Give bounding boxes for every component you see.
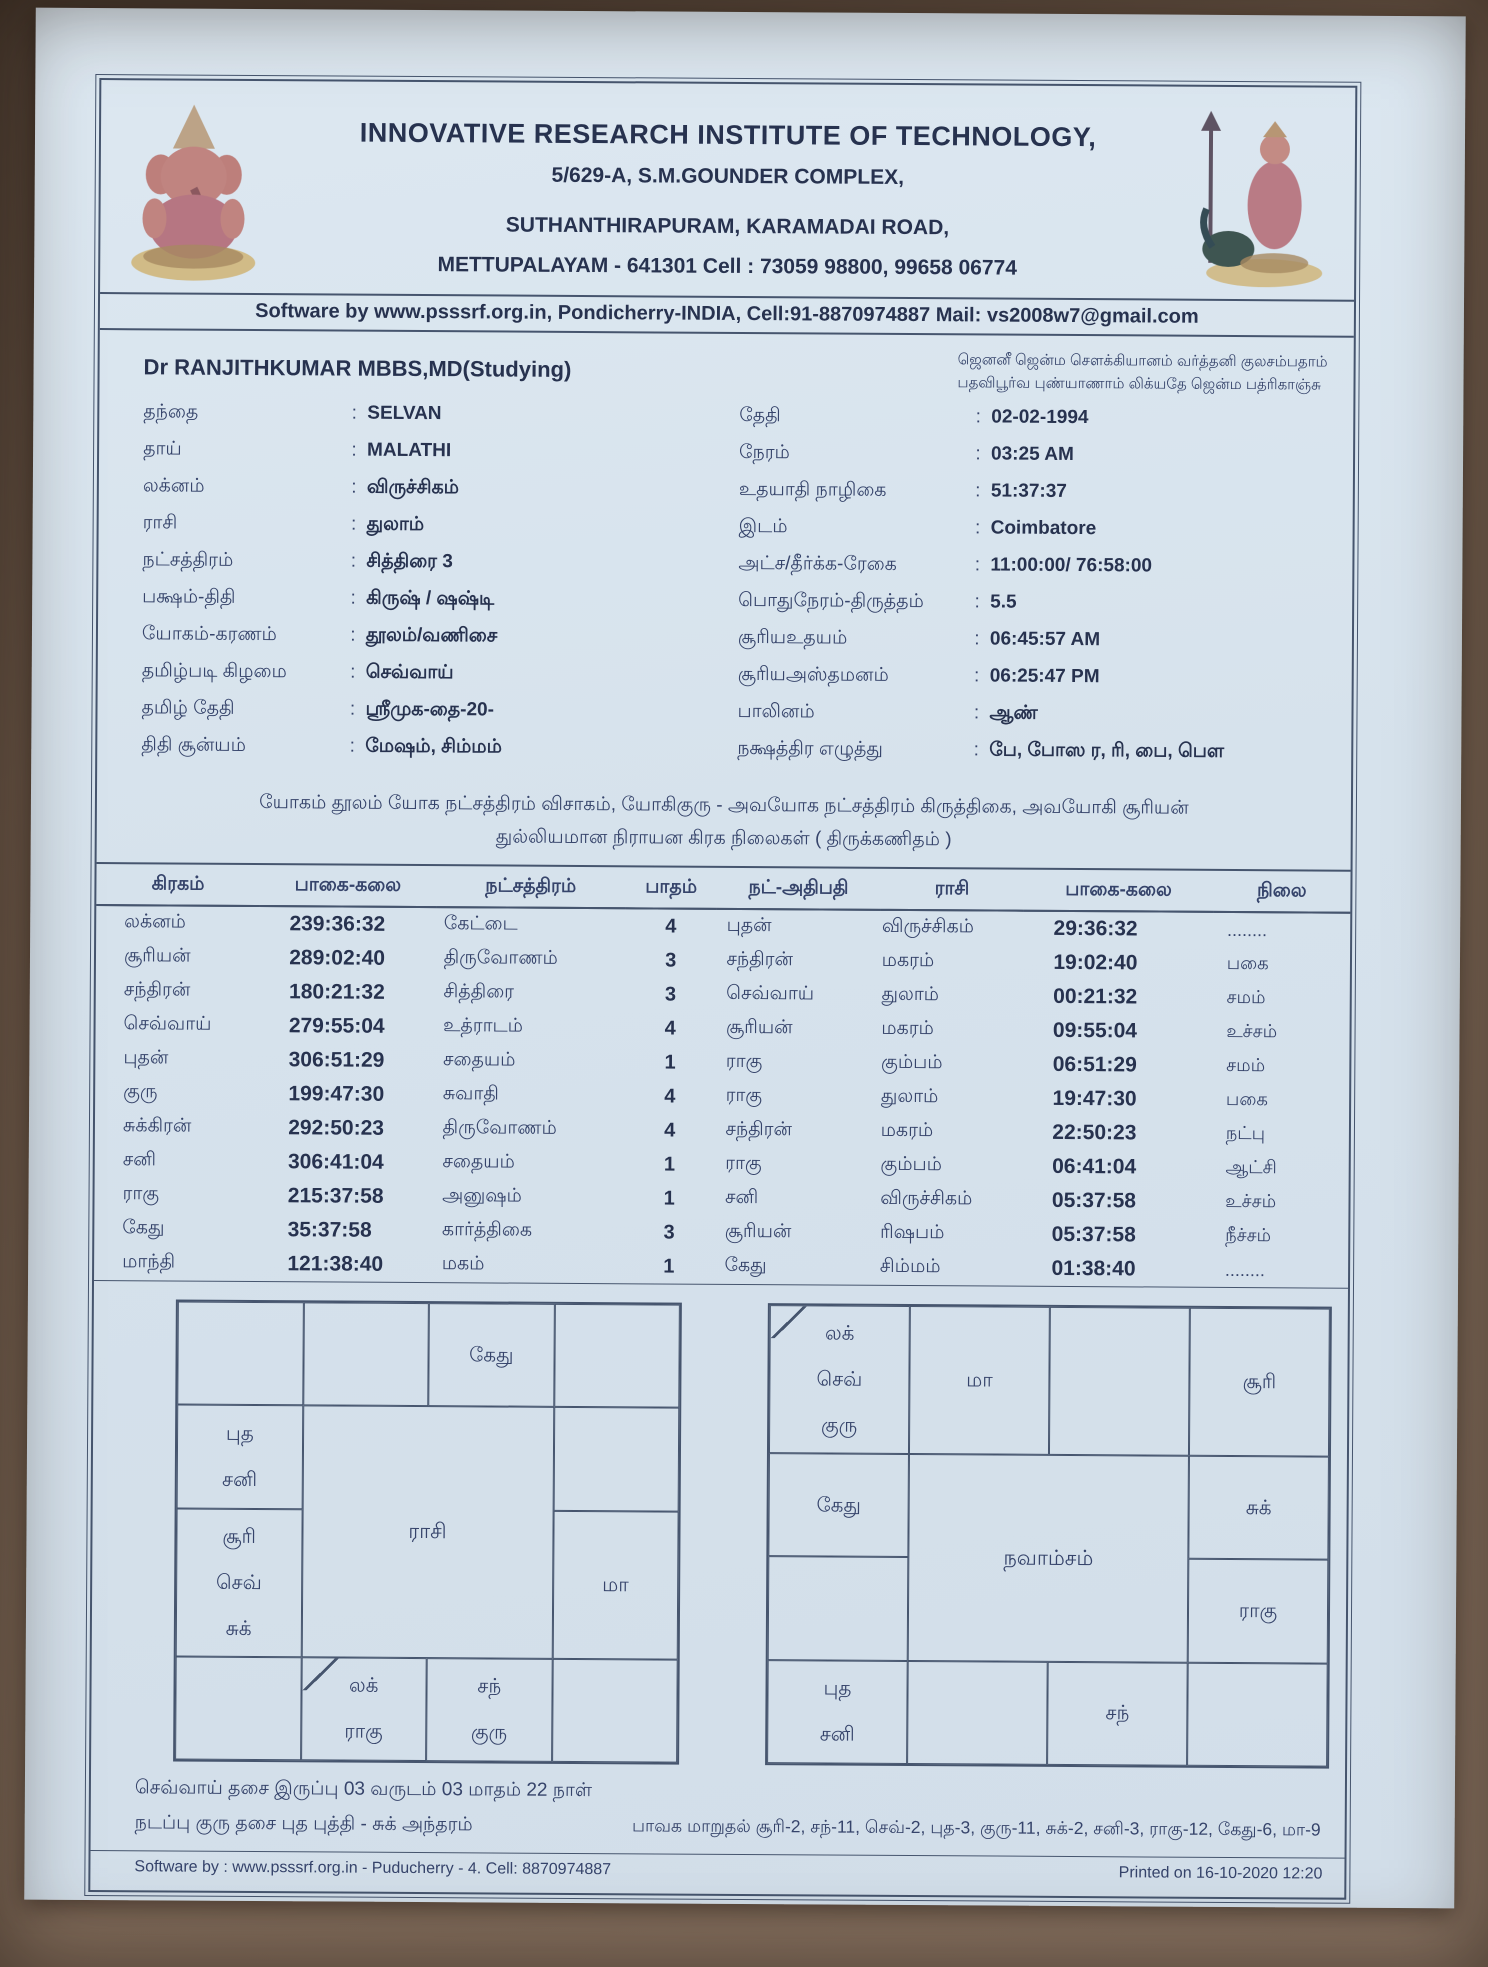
detail-colon: : bbox=[351, 439, 357, 461]
rasi-chart bbox=[173, 1300, 682, 1765]
document-header bbox=[100, 80, 1355, 300]
column-header: நிலை bbox=[1213, 871, 1350, 913]
detail-row bbox=[143, 475, 739, 503]
navamsam-cell-r1c3 bbox=[1049, 1307, 1190, 1456]
planet-cell: 4 bbox=[664, 1017, 676, 1040]
detail-value: 02-02-1994 bbox=[991, 406, 1089, 429]
planet-cell: செவ்வாய் bbox=[726, 982, 815, 1005]
planet-cell: சூரியன் bbox=[123, 945, 191, 967]
rasi-cell-r4c1 bbox=[175, 1656, 301, 1760]
navamsam-cell-r4c4 bbox=[1187, 1662, 1328, 1766]
planet-cell: 292:50:23 bbox=[288, 1116, 385, 1140]
navamsam-cell-r2c1: கேது bbox=[768, 1453, 909, 1557]
bhava-change-line: பாவக மாறுதல் சூரி-2, சந்-11, செவ்-2, புத-3, குரு-11, சுக்-2, சனி-3, ராகு-12, கேது-6, மா-9 bbox=[631, 1815, 1321, 1840]
detail-colon: : bbox=[350, 513, 357, 535]
planet-cell: 289:02:40 bbox=[289, 946, 386, 970]
planet-cell: 239:36:32 bbox=[289, 912, 386, 936]
navamsam-cell-r1c2: மா bbox=[909, 1306, 1050, 1455]
planet-cell: 01:38:40 bbox=[1051, 1256, 1136, 1281]
detail-row bbox=[141, 734, 737, 762]
navamsam-cell-r3c1 bbox=[768, 1556, 909, 1660]
planet-cell: 35:37:58 bbox=[287, 1218, 372, 1242]
planet-cell: 05:37:58 bbox=[1051, 1222, 1136, 1247]
detail-label: லக்னம் bbox=[142, 475, 205, 497]
detail-colon: : bbox=[973, 702, 980, 724]
detail-colon: : bbox=[973, 739, 979, 761]
planet-cell: 22:50:23 bbox=[1052, 1120, 1137, 1145]
planet-cell: ........ bbox=[1226, 919, 1268, 940]
planet-cell: 3 bbox=[665, 949, 677, 972]
detail-value: தூலம்/வணிசை bbox=[365, 624, 498, 647]
detail-label: யோகம்-கரணம் bbox=[141, 623, 277, 646]
planet-cell: 180:21:32 bbox=[288, 980, 385, 1004]
planet-cell: சூரியன் bbox=[725, 1016, 793, 1039]
person-name: Dr RANJITHKUMAR MBBS,MD(Studying) bbox=[143, 354, 572, 382]
detail-colon: : bbox=[975, 480, 981, 502]
planet-cell: பகை bbox=[1225, 1088, 1268, 1109]
planet-cell: திருவோணம் bbox=[443, 947, 558, 969]
document-footer bbox=[90, 1851, 1344, 1894]
planet-cell: சந்திரன் bbox=[725, 1118, 792, 1141]
planet-cell: சனி bbox=[724, 1186, 759, 1209]
navamsam-cell-r1c4: சூரி bbox=[1189, 1308, 1330, 1457]
ganesha-image bbox=[114, 90, 273, 287]
dasa-current-line: நடப்பு குரு தசை புத புத்தி - சுக் அந்தரம் bbox=[134, 1812, 473, 1836]
navamsam-cell-r4c3: சந் bbox=[1047, 1662, 1188, 1766]
planet-cell: 4 bbox=[665, 915, 677, 938]
software-credit-line: Software by www.psssrf.org.in, Pondicherry-INDIA, Cell:91-8870974887 Mail: vs2008w7@gmail.com bbox=[255, 299, 1199, 328]
detail-row bbox=[143, 512, 739, 540]
planet-cell: சதையம் bbox=[442, 1151, 515, 1173]
detail-value: மேஷம், சிம்மம் bbox=[365, 735, 502, 758]
planet-cell: மகரம் bbox=[880, 1119, 934, 1142]
planet-cell: 00:21:32 bbox=[1053, 984, 1138, 1009]
planet-cell: சிம்மம் bbox=[879, 1255, 941, 1278]
detail-value: துலாம் bbox=[366, 513, 425, 536]
detail-row bbox=[142, 660, 738, 688]
detail-row bbox=[738, 553, 1334, 581]
detail-label: தேதி bbox=[739, 404, 781, 427]
detail-label: தாய் bbox=[143, 438, 182, 460]
planet-cell: கும்பம் bbox=[880, 1153, 943, 1176]
rasi-cell-r3c4: மா bbox=[552, 1510, 678, 1659]
planet-cell: ........ bbox=[1224, 1259, 1265, 1280]
planet-cell: சுவாதி bbox=[442, 1083, 499, 1105]
detail-row bbox=[739, 442, 1335, 470]
column-header: பாகை-கலை bbox=[1024, 870, 1214, 912]
detail-label: தந்தை bbox=[143, 401, 199, 423]
dasa-current-row bbox=[135, 1812, 1323, 1843]
detail-value: 06:25:47 PM bbox=[989, 665, 1100, 688]
birth-details-left-column bbox=[141, 401, 739, 775]
planet-cell: மகரம் bbox=[881, 1017, 934, 1040]
detail-label: அட்ச/தீர்க்க-ரேகை bbox=[738, 552, 897, 575]
planet-cell: கார்த்திகை bbox=[441, 1219, 533, 1241]
planet-cell: 09:55:04 bbox=[1052, 1018, 1138, 1043]
planet-cell: 05:37:58 bbox=[1051, 1188, 1137, 1213]
detail-colon: : bbox=[974, 665, 980, 687]
detail-label: தமிழ் தேதி bbox=[141, 697, 235, 719]
detail-row bbox=[142, 586, 738, 614]
planet-cell: 29:36:32 bbox=[1053, 916, 1138, 941]
rasi-cell-r1c2 bbox=[303, 1302, 429, 1406]
institute-address-3: METTUPALAYAM - 641301 Cell : 73059 98800, 99658 06774 bbox=[437, 253, 1017, 280]
planet-cell: ராகு bbox=[725, 1050, 763, 1073]
detail-value: செவ்வாய் bbox=[365, 661, 454, 684]
planet-cell: 19:02:40 bbox=[1053, 950, 1138, 975]
detail-row bbox=[739, 479, 1335, 507]
detail-label: பக்ஷம்-திதி bbox=[142, 586, 236, 608]
planet-cell: 3 bbox=[664, 983, 677, 1006]
detail-label: சூரியஅஸ்தமனம் bbox=[737, 663, 889, 686]
rasi-chart-title: ராசி bbox=[301, 1406, 554, 1659]
detail-row bbox=[141, 697, 737, 725]
rasi-cell-r1c1 bbox=[177, 1302, 303, 1406]
detail-value: MALATHI bbox=[367, 439, 452, 462]
detail-label: உதயாதி நாழிகை bbox=[738, 478, 887, 501]
detail-value: SELVAN bbox=[367, 402, 442, 425]
column-header: பாகை-கலை bbox=[260, 865, 437, 907]
detail-row bbox=[738, 590, 1334, 618]
rasi-cell-r4c3: சந் குரு bbox=[426, 1658, 552, 1762]
planet-cell: நட்பு bbox=[1225, 1122, 1266, 1143]
blessing-line-2: பதவிபூர்வ புண்யாணாம் லிக்யதே ஜென்ம பத்ரிகாஞ்சு bbox=[957, 373, 1322, 394]
detail-row bbox=[737, 701, 1333, 729]
detail-label: நட்சத்திரம் bbox=[142, 549, 234, 571]
detail-label: பொதுநேரம்-திருத்தம் bbox=[738, 589, 924, 613]
planet-cell: உச்சம் bbox=[1226, 1020, 1278, 1041]
detail-value: சித்திரை 3 bbox=[366, 550, 453, 573]
planet-cell: லக்னம் bbox=[124, 911, 186, 933]
planet-cell: சித்திரை bbox=[443, 981, 515, 1003]
yoga-note bbox=[97, 783, 1351, 870]
birth-details bbox=[97, 391, 1353, 791]
detail-colon: : bbox=[351, 402, 358, 424]
rasi-cell-r4c4 bbox=[552, 1658, 678, 1762]
blessing-line-1: ஜெனனீ ஜென்ம செளக்கியானம் வர்த்தனி குலசம்பதாம் bbox=[957, 351, 1328, 371]
document-frame bbox=[88, 78, 1357, 1900]
detail-label: திதி சூன்யம் bbox=[141, 734, 246, 756]
detail-row bbox=[142, 623, 738, 651]
planet-cell: புதன் bbox=[726, 914, 772, 937]
navamsam-cell-r2c4: சுக் bbox=[1188, 1456, 1329, 1560]
detail-colon: : bbox=[350, 624, 356, 646]
planet-cell: விருச்சிகம் bbox=[880, 1187, 973, 1210]
planet-cell: கேது bbox=[724, 1254, 767, 1277]
planet-cell: கேட்டை bbox=[443, 913, 518, 935]
detail-row bbox=[737, 738, 1333, 766]
column-header: கிரகம் bbox=[96, 864, 260, 906]
navamsam-cell-r3c4: ராகு bbox=[1188, 1559, 1329, 1663]
blessing-verse bbox=[957, 349, 1327, 396]
detail-row bbox=[739, 405, 1335, 433]
planet-cell: சூரியன் bbox=[724, 1220, 792, 1243]
dasa-summary bbox=[91, 1761, 1345, 1848]
detail-value: ஸ்ரீமுக-தை-20- bbox=[365, 698, 495, 721]
detail-colon: : bbox=[974, 517, 981, 539]
planet-cell: சமம் bbox=[1226, 1054, 1266, 1075]
planet-cell: 121:38:40 bbox=[287, 1252, 384, 1276]
planet-cell: 1 bbox=[663, 1187, 675, 1210]
planet-cell: ராகு bbox=[725, 1152, 762, 1175]
navamsam-chart-title: நவாம்சம் bbox=[908, 1454, 1189, 1662]
planet-cell: கேது bbox=[122, 1217, 165, 1239]
dasa-balance-line: செவ்வாய் தசை இருப்பு 03 வருடம் 03 மாதம் 22 நாள் bbox=[134, 1777, 593, 1802]
planet-cell: 199:47:30 bbox=[288, 1082, 385, 1106]
column-header: பாதம் bbox=[625, 867, 717, 909]
planet-cell: துலாம் bbox=[880, 1085, 939, 1108]
chart-squares bbox=[91, 1281, 1348, 1769]
yoga-note-line-2: துல்லியமான நிராயன கிரக நிலைகள் ( திருக்கணிதம் ) bbox=[495, 826, 952, 851]
institute-address-2: SUTHANTHIRAPURAM, KARAMADAI ROAD, bbox=[505, 213, 950, 240]
detail-colon: : bbox=[975, 406, 982, 428]
planet-cell: 1 bbox=[664, 1051, 676, 1074]
rasi-cell-r2c1: புத சனி bbox=[177, 1405, 303, 1509]
planet-cell: சமம் bbox=[1226, 986, 1266, 1007]
yoga-note-line-1: யோகம் தூலம் யோக நட்சத்திரம் விசாகம், யோகிகுரு - அவயோக நட்சத்திரம் கிருத்திகை, அவயோகி சூரியன் bbox=[259, 792, 1189, 819]
detail-row bbox=[739, 516, 1335, 544]
planet-cell: 4 bbox=[664, 1119, 676, 1142]
name-row bbox=[99, 330, 1353, 399]
planet-cell: சுக்கிரன் bbox=[122, 1115, 192, 1137]
planet-cell: ரிஷபம் bbox=[879, 1221, 945, 1244]
planet-cell: சதையம் bbox=[442, 1049, 516, 1071]
planet-cell: மாந்தி bbox=[122, 1251, 176, 1273]
detail-value: 5.5 bbox=[990, 591, 1017, 613]
footer-printed-timestamp: Printed on 16-10-2020 12:20 bbox=[1118, 1864, 1323, 1883]
detail-value: 06:45:57 AM bbox=[989, 628, 1101, 651]
detail-row bbox=[143, 401, 739, 429]
planet-cell: சந்திரன் bbox=[123, 979, 191, 1001]
detail-colon: : bbox=[974, 554, 981, 576]
column-header: நட்சத்திரம் bbox=[436, 866, 626, 908]
planet-cell: துலாம் bbox=[881, 983, 940, 1006]
detail-value: விருச்சிகம் bbox=[366, 476, 460, 499]
detail-value: ஆண் bbox=[989, 702, 1038, 724]
navamsam-cell-r4c2 bbox=[907, 1661, 1048, 1765]
detail-label: ராசி bbox=[142, 512, 178, 534]
institute-block bbox=[272, 91, 1183, 282]
detail-colon: : bbox=[350, 587, 356, 609]
detail-row bbox=[738, 664, 1334, 692]
institute-address-1: 5/629-A, S.M.GOUNDER COMPLEX, bbox=[551, 163, 905, 189]
planet-cell: திருவோணம் bbox=[442, 1117, 557, 1139]
planet-position-table bbox=[94, 864, 1351, 1288]
planet-cell: உச்சம் bbox=[1225, 1190, 1277, 1211]
planet-cell: சனி bbox=[122, 1149, 157, 1171]
document-paper bbox=[24, 8, 1466, 1909]
detail-label: சூரியஉதயம் bbox=[737, 626, 848, 649]
planet-cell: 06:41:04 bbox=[1052, 1154, 1137, 1179]
planet-cell: சந்திரன் bbox=[726, 948, 794, 971]
rasi-cell-r3c1: சூரி செவ் சுக் bbox=[176, 1508, 302, 1657]
detail-colon: : bbox=[351, 476, 357, 498]
detail-label: இடம் bbox=[738, 515, 788, 538]
planet-cell: பகை bbox=[1226, 952, 1269, 973]
navamsam-lagna-cell: லக் செவ் குரு bbox=[769, 1305, 910, 1454]
navamsam-cell-r4c1: புத சனி bbox=[767, 1660, 908, 1764]
planet-cell: புதன் bbox=[123, 1047, 169, 1069]
detail-label: நேரம் bbox=[739, 441, 790, 464]
planet-cell: ராகு bbox=[122, 1183, 160, 1205]
detail-value: 11:00:00/ 76:58:00 bbox=[990, 554, 1153, 577]
planet-cell: 06:51:29 bbox=[1052, 1052, 1137, 1077]
footer-software-credit: Software by : www.psssrf.org.in - Puducherry - 4. Cell: 8870974887 bbox=[134, 1858, 612, 1879]
planet-cell: செவ்வாய் bbox=[123, 1013, 212, 1035]
detail-row bbox=[738, 627, 1334, 655]
planet-cell: ஆட்சி bbox=[1225, 1156, 1277, 1177]
detail-row bbox=[143, 438, 739, 466]
detail-colon: : bbox=[350, 550, 357, 572]
column-header: நட்-அதிபதி bbox=[717, 868, 881, 910]
rasi-cell-r1c4 bbox=[554, 1304, 680, 1408]
planet-cell: 306:51:29 bbox=[288, 1048, 385, 1072]
planet-cell: கும்பம் bbox=[881, 1051, 943, 1074]
detail-value: பே, போஸ ர, ரி, பை, பெள bbox=[989, 739, 1225, 762]
detail-row bbox=[142, 549, 738, 577]
detail-label: பாலினம் bbox=[737, 700, 815, 723]
detail-colon: : bbox=[349, 698, 356, 720]
planet-cell: 4 bbox=[664, 1085, 676, 1108]
detail-label: நக்ஷத்திர எழுத்து bbox=[737, 737, 883, 760]
detail-label: தமிழ்படி கிழமை bbox=[141, 660, 287, 683]
planet-cell: அனுஷம் bbox=[442, 1185, 522, 1207]
rasi-cell-r1c3: கேது bbox=[428, 1303, 554, 1407]
detail-value: Coimbatore bbox=[990, 517, 1097, 540]
planet-cell: விருச்சிகம் bbox=[881, 915, 975, 938]
rasi-lagna-cell: லக் ராகு bbox=[301, 1657, 427, 1761]
detail-colon: : bbox=[974, 591, 980, 613]
rasi-cell-r2c4 bbox=[553, 1407, 679, 1511]
planet-cell: 1 bbox=[663, 1255, 675, 1278]
planet-cell: நீச்சம் bbox=[1225, 1224, 1272, 1245]
birth-details-right-column bbox=[737, 405, 1335, 779]
planet-cell: 1 bbox=[663, 1153, 676, 1176]
planet-cell: 306:41:04 bbox=[287, 1150, 384, 1174]
planet-cell: 279:55:04 bbox=[288, 1014, 385, 1038]
institute-name: INNOVATIVE RESEARCH INSTITUTE OF TECHNOLOGY, bbox=[359, 117, 1097, 153]
column-header: ராசி bbox=[880, 869, 1024, 911]
planet-cell: மகரம் bbox=[881, 949, 935, 972]
planet-cell: மகம் bbox=[441, 1253, 485, 1275]
detail-value: 03:25 AM bbox=[991, 443, 1074, 465]
detail-value: 51:37:37 bbox=[990, 480, 1067, 502]
planet-cell: 3 bbox=[663, 1221, 675, 1244]
planet-cell: ராகு bbox=[725, 1084, 763, 1107]
detail-colon: : bbox=[974, 628, 980, 650]
planet-cell: 19:47:30 bbox=[1052, 1086, 1137, 1111]
planet-cell: குரு bbox=[123, 1081, 158, 1103]
navamsam-chart bbox=[765, 1303, 1332, 1768]
murugan-image bbox=[1182, 97, 1341, 294]
detail-value: கிருஷ் / ஷஷ்டி bbox=[366, 587, 495, 610]
detail-colon: : bbox=[350, 661, 356, 683]
planet-cell: 215:37:58 bbox=[287, 1184, 384, 1208]
planet-cell: உத்ராடம் bbox=[443, 1015, 524, 1037]
detail-colon: : bbox=[975, 443, 981, 465]
detail-colon: : bbox=[349, 735, 355, 757]
